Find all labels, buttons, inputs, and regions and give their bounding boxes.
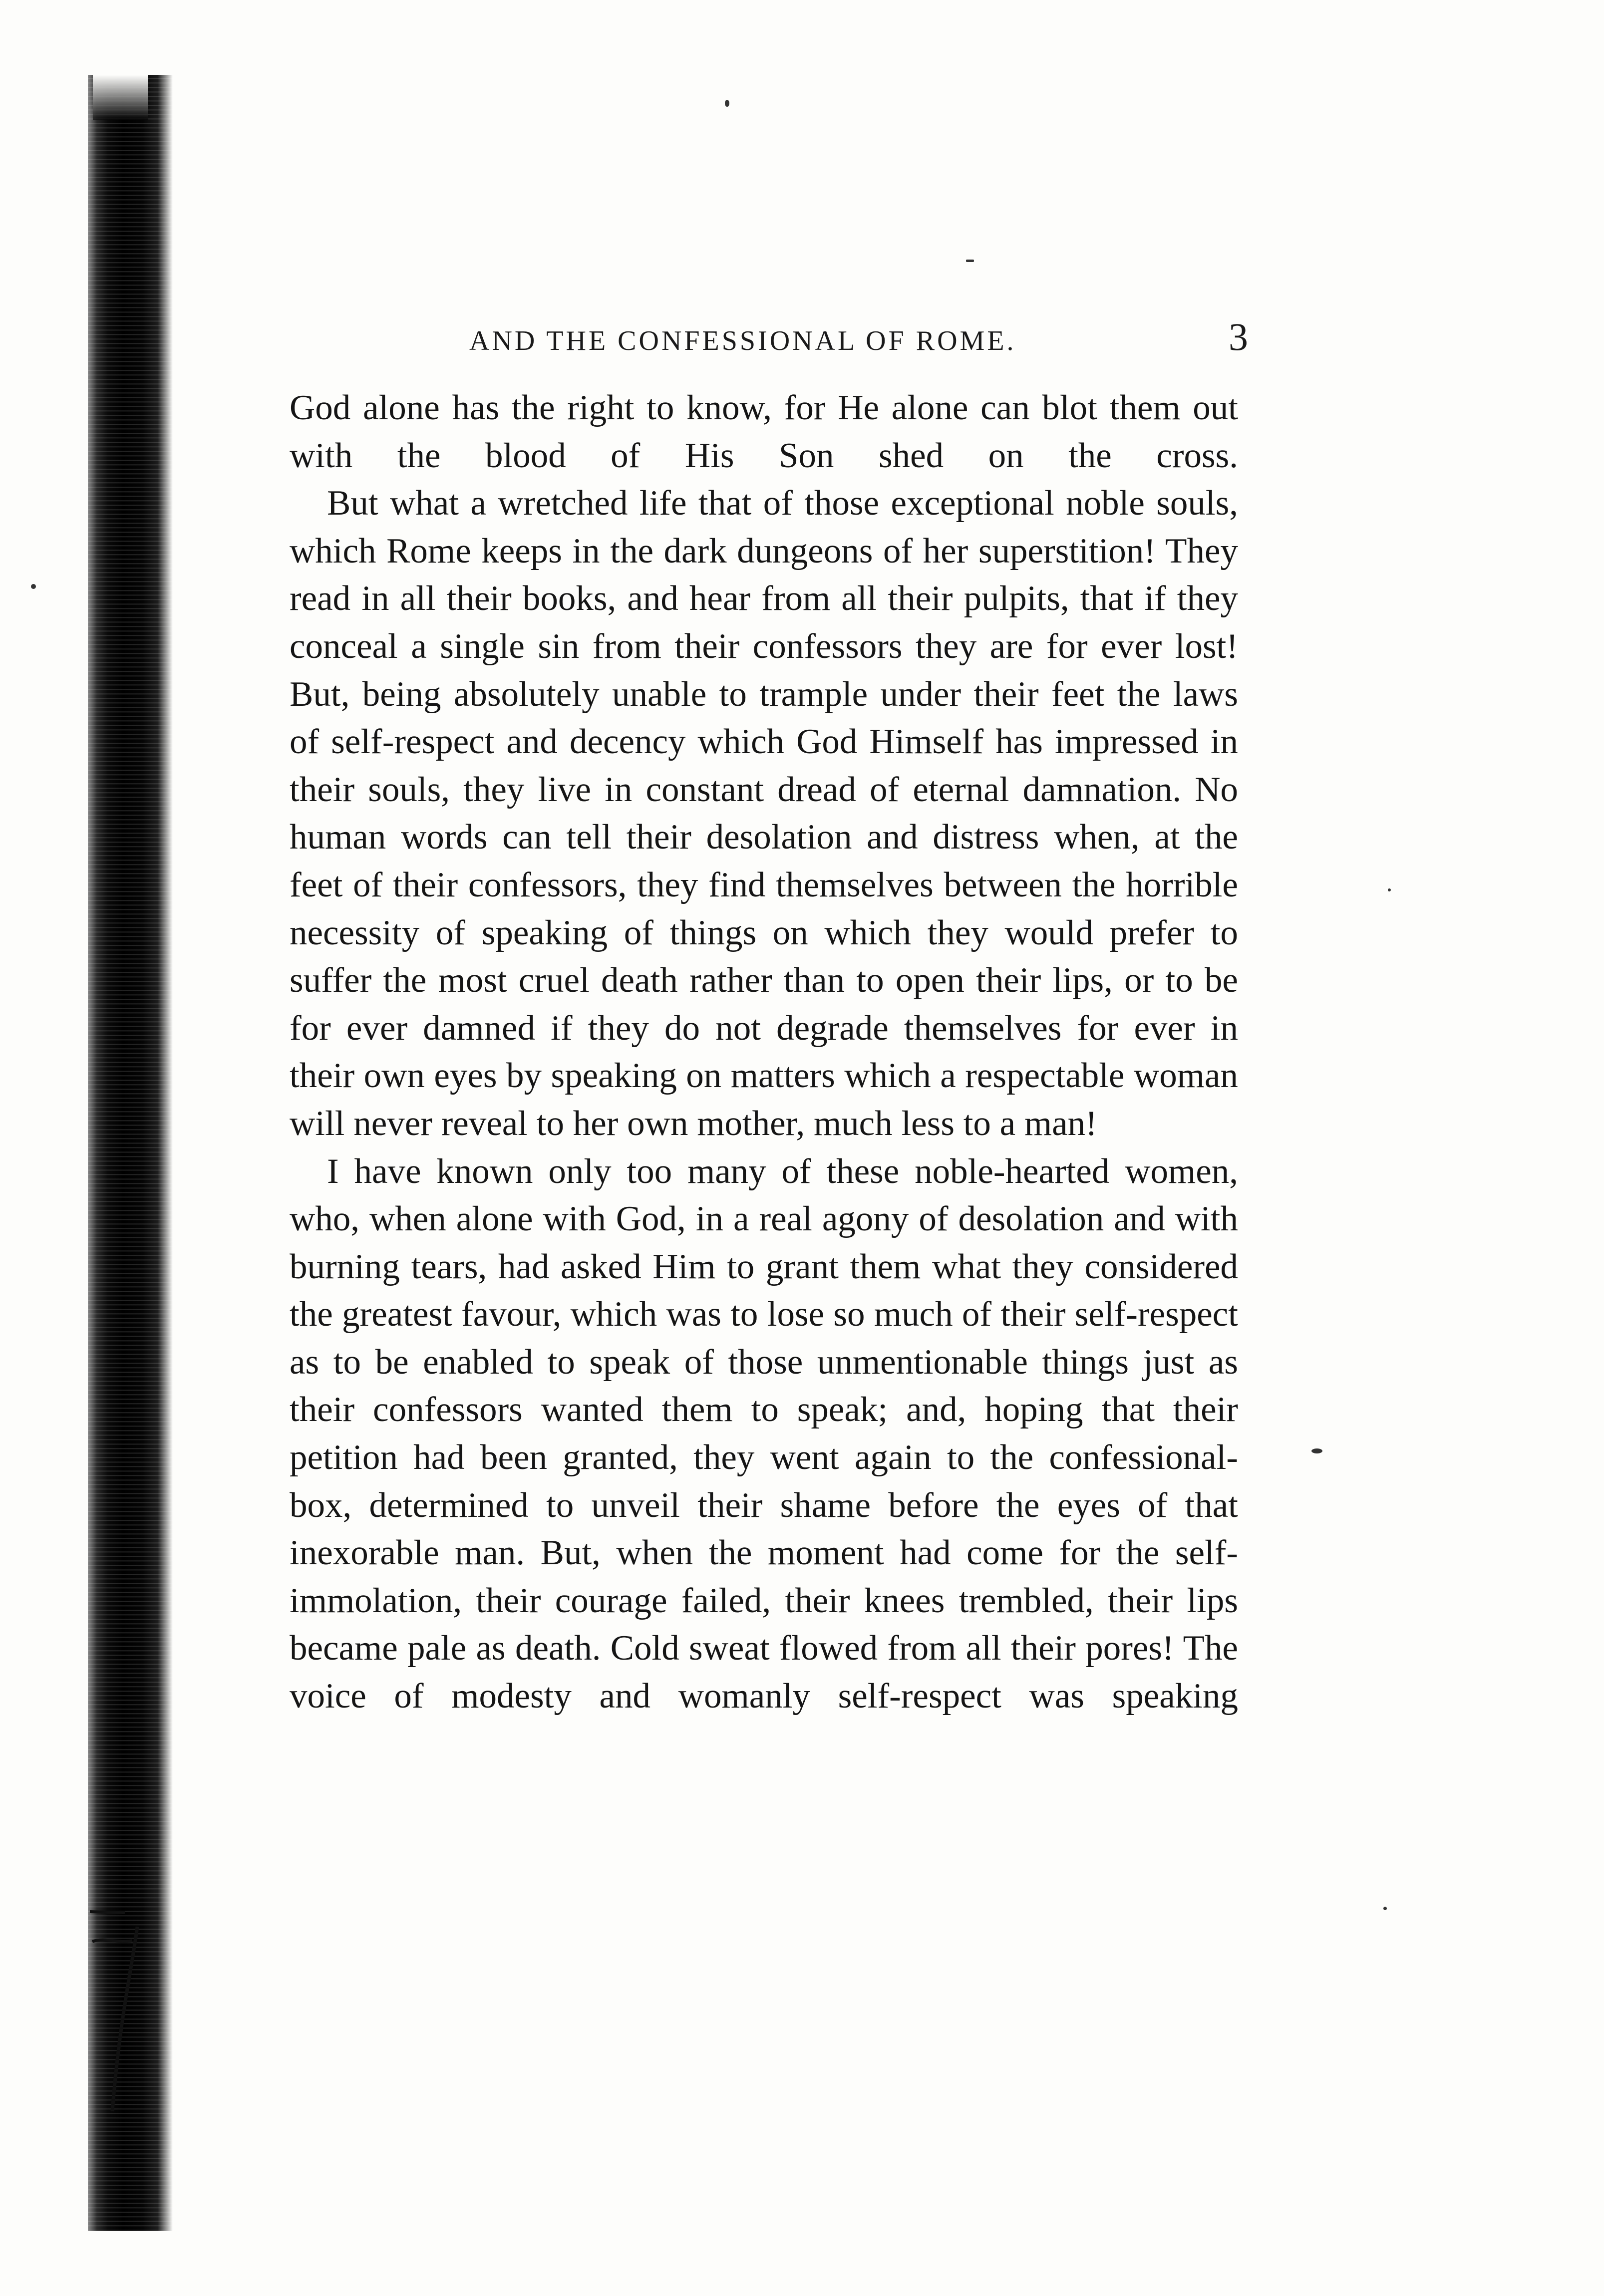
scan-speck [1388,888,1391,891]
page-body [290,384,1238,1721]
scan-speck [966,260,974,262]
scan-speck [725,100,729,107]
scan-speck [1383,1907,1387,1910]
running-header [469,314,1248,359]
scan-speck [31,584,36,589]
binding-edge-fade [93,75,148,120]
paragraph-continuation: God alone has the right to know, for He alone can blot them out with the blood of His Son shed on the cross. [290,388,1238,475]
page-number: 3 [1229,315,1248,358]
margin-pen-mark [85,1907,165,2116]
paragraph-wretched-life: But what a wretched life that of those exceptional noble souls, which Rome keeps in the dark dungeons of her superstition! They read in all their books, and hear from all their pulpits, that if they conceal a single sin from their confessors they are for ever lost! But, being absolutely unable to trample under their feet the laws of self-respect and decency which God Himself has impressed in their souls, they live in constant dread of eternal damnation. No human words can tell their desolation and distress when, at the feet of their confessors, they find themselves between the horrible necessity of speaking of things on which they would prefer to suffer the most cruel death rather than to open their lips, or to be for ever damned if they do not degrade themselves for ever in their own eyes by speaking on matters which a respectable woman will never reveal to her own mother, much less to a man! [290,484,1238,1143]
scan-speck [1311,1448,1322,1453]
paragraph-noble-hearted-women: I have known only too many of these noble-hearted women, who, when alone with God, in a real agony of desolation and with burning tears, had asked Him to grant them what they considered the greatest favour, which was to lose so much of their self-respect as to be enabled to speak of those unmentionable things just as their confessors wanted them to speak; and, hoping that their petition had been granted, they went again to the confessional-box, determined to unveil their shame before the eyes of that inexorable man. But, when the moment had come for the self-immolation, their courage failed, their knees trembled, their lips became pale as death. Cold sweat flowed from all their pores! The voice of modesty and womanly self-respect was speaking [290,1151,1238,1716]
running-head-title: AND THE CONFESSIONAL OF ROME. [469,325,1016,356]
